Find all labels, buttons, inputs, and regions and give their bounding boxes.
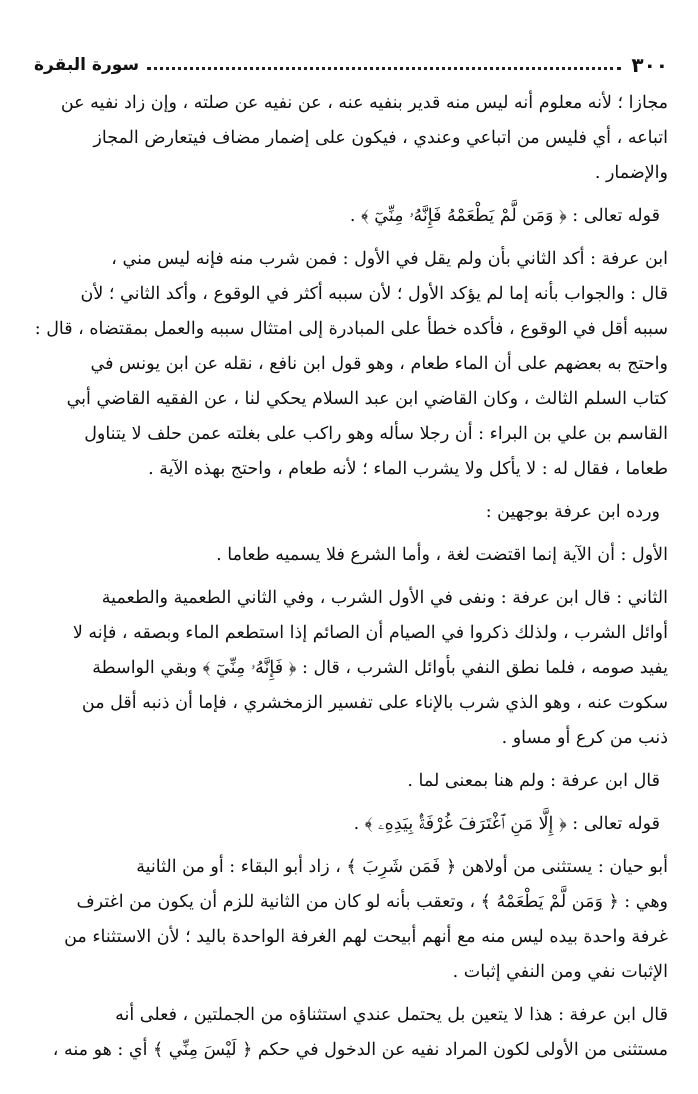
paragraph xyxy=(34,86,668,191)
text-line: غرفة واحدة بيده ليس منه مع أنهم أبيحت لهم الغرفة الواحدة باليد ؛ لأن الاستثناء من xyxy=(64,927,668,947)
page-number: ٣٠٠ xyxy=(631,53,668,77)
text-line: قوله تعالى : ﴿ إِلَّا مَنِ ٱغْتَرَفَ غُرْفَةًۢ بِيَدِهِۦ ﴾ . xyxy=(353,814,660,834)
text-line: طعاما ، فقال له : لا يأكل ولا يشرب الماء ؛ لأنه طعام ، واحتج بهذه الآية . xyxy=(148,459,668,479)
text-line: مستثنى من الأولى لكون المراد نفيه عن الدخول في حكم ﴿ لَيْسَ مِنِّي ﴾ أي : هو منه ، xyxy=(52,1040,668,1060)
text-line: القاسم بن علي بن البراء : أن رجلا سأله وهو راكب على بغلته عمن حلف لا يتناول xyxy=(84,424,668,444)
surah-title: سورة البقرة xyxy=(34,55,140,75)
text-line: مجازا ؛ لأنه معلوم أنه ليس منه قدير بنفيه عنه ، عن نفيه عن صلته ، وإن زاد نفيه عن xyxy=(60,93,668,113)
paragraph xyxy=(34,850,668,990)
body-text xyxy=(34,86,668,1068)
text-line: سببه أقل في الوقوع ، فأكده خطأ على المبادرة إلى امتثال سببه والعمل بمقتضاه ، قال : xyxy=(34,319,668,339)
text-line: قال : والجواب بأنه إما لم يؤكد الأول ؛ لأن سببه أكثر في الوقوع ، وأكد الثاني ؛ لأن xyxy=(80,284,668,304)
text-line: اتباعه ، أي فليس من اتباعي وعندي ، فيكون على إضمار مضاف فيتعارض المجاز xyxy=(93,128,668,148)
text-line: أوائل الشرب ، ولذلك ذكروا في الصيام أن الصائم إذا استطعم الماء وبصقه ، فإنه لا xyxy=(72,623,668,643)
text-line: قوله تعالى : ﴿ وَمَن لَّمْ يَطْعَمْهُ فَإِنَّهُۥ مِنِّيٓ ﴾ . xyxy=(349,206,660,226)
paragraph xyxy=(34,242,668,487)
paragraph xyxy=(34,495,668,530)
text-line: ذنب من كرع أو مساو . xyxy=(501,728,668,748)
text-line: واحتج به بعضهم على أن الماء طعام ، وهو قول ابن نافع ، نقله عن ابن يونس في xyxy=(90,354,668,374)
book-page xyxy=(34,0,668,1094)
text-line: ورده ابن عرفة بوجهين : xyxy=(485,502,660,522)
paragraph xyxy=(34,998,668,1068)
text-line: أبو حيان : يستثنى من أولاهن ﴿ فَمَن شَرِبَ ﴾ ، زاد أبو البقاء : أو من الثانية xyxy=(136,857,668,877)
paragraph-quran-quote xyxy=(34,807,668,842)
text-line: قال ابن عرفة : هذا لا يتعين بل يحتمل عندي استثناؤه من الجملتين ، فعلى أنه xyxy=(115,1005,668,1025)
paragraph xyxy=(34,581,668,756)
text-line: ابن عرفة : أكد الثاني بأن ولم يقل في الأول : فمن شرب منه فإنه ليس مني ، xyxy=(111,249,668,269)
text-line: يفيد صومه ، فلما نطق النفي بأوائل الشرب ، قال : ﴿ فَإِنَّهُۥ مِنِّيٓ ﴾ وبقي الواسطة xyxy=(92,658,668,678)
text-line: وهي : ﴿ وَمَن لَّمْ يَطْعَمْهُ ﴾ ، وتعقب بأنه لو كان من الثانية للزم أن يكون من اغترف xyxy=(76,892,668,912)
running-header xyxy=(34,50,668,80)
paragraph xyxy=(34,764,668,799)
paragraph xyxy=(34,538,668,573)
text-line: سكوت عنه ، وهو الذي شرب بالإناء على تفسير الزمخشري ، فإما أن ذنبه أقل من xyxy=(81,693,668,713)
text-line: الأول : أن الآية إنما اقتضت لغة ، وأما الشرع فلا يسميه طعاما . xyxy=(216,545,668,565)
text-line: الثاني : قال ابن عرفة : ونفى في الأول الشرب ، وفي الثاني الطعمية والطعمية xyxy=(101,588,668,608)
text-line: الإثبات نفي ومن النفي إثبات . xyxy=(452,962,668,982)
text-line: كتاب السلم الثالث ، وكان القاضي ابن عبد السلام يحكي لنا ، عن الفقيه القاضي أبي xyxy=(66,389,668,409)
text-line: والإضمار . xyxy=(594,163,668,183)
header-dotted-rule xyxy=(147,67,621,70)
paragraph-quran-quote xyxy=(34,199,668,234)
text-line: قال ابن عرفة : ولم هنا بمعنى لما . xyxy=(407,771,660,791)
